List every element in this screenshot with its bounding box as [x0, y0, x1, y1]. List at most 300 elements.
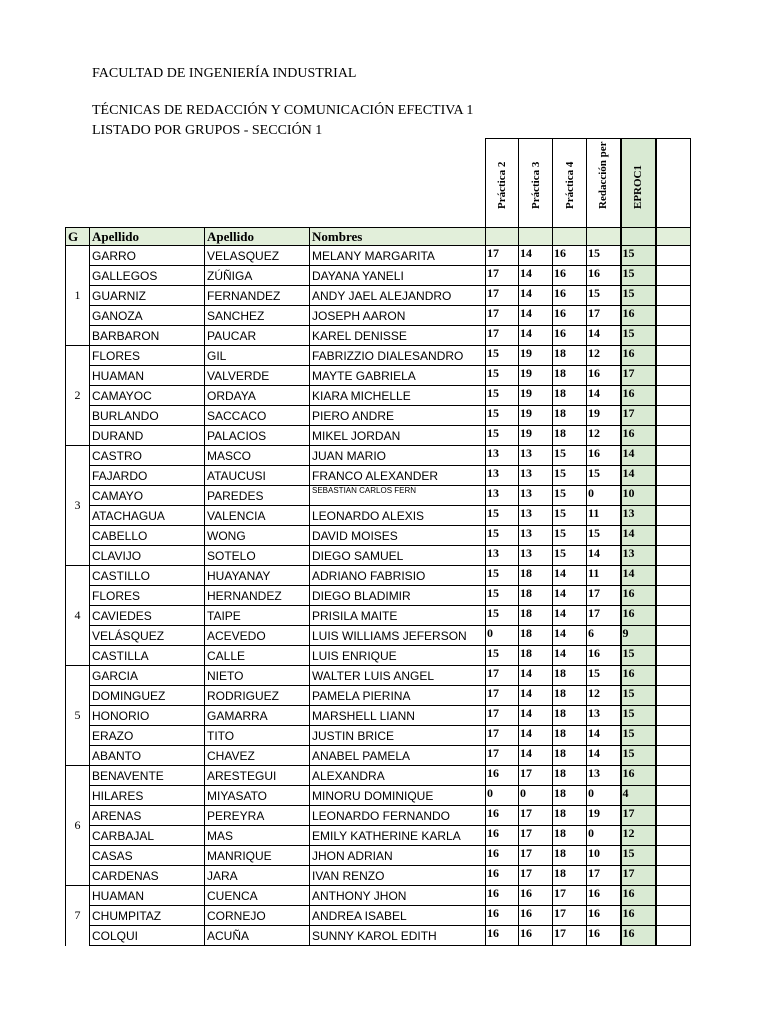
empty-cell: [656, 926, 691, 946]
redaccion-cell: 16: [587, 266, 621, 286]
practica-3-cell: 19: [519, 426, 553, 446]
empty-cell: [656, 746, 691, 766]
eproc1-cell: 16: [621, 906, 656, 926]
practica-2-cell: 17: [486, 286, 519, 306]
apellido-1-cell: BARBARON: [90, 326, 205, 346]
nombres-cell: LUIS ENRIQUE: [310, 646, 486, 666]
table-row: [66, 806, 691, 826]
practica-2-cell: 17: [486, 266, 519, 286]
redaccion-cell: 14: [587, 546, 621, 566]
empty-cell: [656, 386, 691, 406]
practica-2-cell: 15: [486, 346, 519, 366]
nombres-cell: DAVID MOISES: [310, 526, 486, 546]
header-practica-2: Práctica 2: [486, 139, 519, 228]
apellido-2-cell: HUAYANAY: [205, 566, 310, 586]
course-title: TÉCNICAS DE REDACCIÓN Y COMUNICACIÓN EFECTIVA 1: [92, 103, 474, 118]
eproc1-cell: 14: [621, 566, 656, 586]
practica-4-cell: 15: [553, 486, 587, 506]
apellido-2-cell: PAREDES: [205, 486, 310, 506]
empty-cell: [656, 346, 691, 366]
redaccion-cell: 17: [587, 586, 621, 606]
apellido-2-cell: RODRIGUEZ: [205, 686, 310, 706]
redaccion-cell: 14: [587, 386, 621, 406]
apellido-2-cell: JARA: [205, 866, 310, 886]
nombres-cell: PIERO ANDRE: [310, 406, 486, 426]
apellido-2-cell: MASCO: [205, 446, 310, 466]
header-g: G: [66, 228, 90, 246]
practica-4-cell: 18: [553, 406, 587, 426]
redaccion-cell: 12: [587, 686, 621, 706]
practica-3-cell: 14: [519, 706, 553, 726]
apellido-1-cell: CARDENAS: [90, 866, 205, 886]
nombres-cell: MAYTE GABRIELA: [310, 366, 486, 386]
practica-2-cell: 17: [486, 326, 519, 346]
nombres-cell: MARSHELL LIANN: [310, 706, 486, 726]
apellido-2-cell: ARESTEGUI: [205, 766, 310, 786]
practica-2-cell: 0: [486, 626, 519, 646]
redaccion-cell: 10: [587, 846, 621, 866]
practica-3-cell: 14: [519, 306, 553, 326]
apellido-1-cell: CASTILLO: [90, 566, 205, 586]
table-row: [66, 886, 691, 906]
empty-cell: [656, 286, 691, 306]
practica-3-cell: 14: [519, 286, 553, 306]
rotated-header-row: [66, 139, 691, 228]
practica-3-cell: 17: [519, 766, 553, 786]
empty-cell: [656, 246, 691, 266]
practica-3-cell: 13: [519, 506, 553, 526]
group-number: 2: [66, 346, 90, 446]
practica-3-cell: 18: [519, 606, 553, 626]
group-number: 6: [66, 766, 90, 886]
apellido-1-cell: FLORES: [90, 346, 205, 366]
apellido-1-cell: HONORIO: [90, 706, 205, 726]
practica-3-cell: 14: [519, 246, 553, 266]
empty-cell: [656, 886, 691, 906]
header-nombres: Nombres: [310, 228, 486, 246]
redaccion-cell: 15: [587, 286, 621, 306]
redaccion-cell: 11: [587, 566, 621, 586]
eproc1-cell: 13: [621, 506, 656, 526]
eproc1-cell: 17: [621, 366, 656, 386]
apellido-2-cell: ATAUCUSI: [205, 466, 310, 486]
table-row: [66, 586, 691, 606]
nombres-cell: FRANCO ALEXANDER: [310, 466, 486, 486]
practica-4-cell: 17: [553, 906, 587, 926]
practica-3-cell: 14: [519, 686, 553, 706]
practica-3-cell: 19: [519, 386, 553, 406]
apellido-2-cell: VALENCIA: [205, 506, 310, 526]
header-apellido-2: Apellido: [205, 228, 310, 246]
empty-cell: [656, 426, 691, 446]
apellido-1-cell: DOMINGUEZ: [90, 686, 205, 706]
empty-cell: [656, 706, 691, 726]
nombres-cell: SUNNY KAROL EDITH: [310, 926, 486, 946]
practica-4-cell: 16: [553, 246, 587, 266]
eproc1-cell: 15: [621, 286, 656, 306]
table-row: [66, 466, 691, 486]
practica-4-cell: 15: [553, 506, 587, 526]
practica-2-cell: 15: [486, 506, 519, 526]
redaccion-cell: 11: [587, 506, 621, 526]
practica-3-cell: 16: [519, 886, 553, 906]
practica-4-cell: 16: [553, 326, 587, 346]
practica-3-cell: 19: [519, 366, 553, 386]
apellido-1-cell: ARENAS: [90, 806, 205, 826]
practica-2-cell: 16: [486, 846, 519, 866]
apellido-1-cell: GARCIA: [90, 666, 205, 686]
apellido-2-cell: ORDAYA: [205, 386, 310, 406]
nombres-cell: MIKEL JORDAN: [310, 426, 486, 446]
practica-2-cell: 13: [486, 446, 519, 466]
practica-4-cell: 18: [553, 866, 587, 886]
eproc1-cell: 16: [621, 926, 656, 946]
eproc1-cell: 17: [621, 406, 656, 426]
eproc1-cell: 16: [621, 886, 656, 906]
table-row: [66, 486, 691, 506]
nombres-cell: JOSEPH AARON: [310, 306, 486, 326]
nombres-cell: DIEGO SAMUEL: [310, 546, 486, 566]
empty-cell: [656, 806, 691, 826]
table-row: [66, 826, 691, 846]
empty-cell: [656, 586, 691, 606]
eproc1-cell: 16: [621, 346, 656, 366]
practica-3-cell: 18: [519, 646, 553, 666]
empty-cell: [656, 506, 691, 526]
practica-2-cell: 16: [486, 826, 519, 846]
practica-2-cell: 16: [486, 886, 519, 906]
practica-3-cell: 13: [519, 546, 553, 566]
redaccion-cell: 19: [587, 806, 621, 826]
practica-3-cell: 17: [519, 846, 553, 866]
redaccion-cell: 14: [587, 746, 621, 766]
table-row: [66, 326, 691, 346]
apellido-2-cell: MANRIQUE: [205, 846, 310, 866]
redaccion-cell: 19: [587, 406, 621, 426]
apellido-2-cell: ZÚÑIGA: [205, 266, 310, 286]
group-number: 7: [66, 886, 90, 946]
empty-cell: [656, 766, 691, 786]
practica-2-cell: 17: [486, 726, 519, 746]
practica-2-cell: 17: [486, 246, 519, 266]
practica-4-cell: 18: [553, 666, 587, 686]
empty-cell: [656, 786, 691, 806]
practica-4-cell: 18: [553, 386, 587, 406]
practica-4-cell: 16: [553, 266, 587, 286]
apellido-1-cell: CAMAYOC: [90, 386, 205, 406]
empty-cell: [656, 466, 691, 486]
eproc1-cell: 15: [621, 726, 656, 746]
nombres-cell: MINORU DOMINIQUE: [310, 786, 486, 806]
practica-4-cell: 15: [553, 446, 587, 466]
column-header-row: [66, 228, 691, 246]
eproc1-cell: 13: [621, 546, 656, 566]
apellido-2-cell: ACEVEDO: [205, 626, 310, 646]
apellido-1-cell: CAMAYO: [90, 486, 205, 506]
apellido-1-cell: ABANTO: [90, 746, 205, 766]
practica-3-cell: 0: [519, 786, 553, 806]
practica-3-cell: 14: [519, 266, 553, 286]
apellido-1-cell: ERAZO: [90, 726, 205, 746]
nombres-cell: DAYANA YANELI: [310, 266, 486, 286]
table-row: [66, 386, 691, 406]
nombres-cell: EMILY KATHERINE KARLA: [310, 826, 486, 846]
practica-4-cell: 14: [553, 566, 587, 586]
eproc1-cell: 16: [621, 306, 656, 326]
header-apellido-1: Apellido: [90, 228, 205, 246]
practica-4-cell: 18: [553, 746, 587, 766]
nombres-cell: ANDREA ISABEL: [310, 906, 486, 926]
practica-3-cell: 19: [519, 346, 553, 366]
apellido-2-cell: CUENCA: [205, 886, 310, 906]
practica-2-cell: 16: [486, 766, 519, 786]
redaccion-cell: 0: [587, 786, 621, 806]
table-row: [66, 566, 691, 586]
apellido-2-cell: ACUÑA: [205, 926, 310, 946]
practica-4-cell: 17: [553, 886, 587, 906]
practica-3-cell: 18: [519, 626, 553, 646]
redaccion-cell: 16: [587, 926, 621, 946]
apellido-2-cell: TAIPE: [205, 606, 310, 626]
table-row: [66, 926, 691, 946]
practica-4-cell: 18: [553, 726, 587, 746]
table-row: [66, 706, 691, 726]
apellido-2-cell: VELASQUEZ: [205, 246, 310, 266]
nombres-cell: LUIS WILLIAMS JEFERSON: [310, 626, 486, 646]
table-row: [66, 866, 691, 886]
eproc1-cell: 9: [621, 626, 656, 646]
nombres-cell: ADRIANO FABRISIO: [310, 566, 486, 586]
practica-2-cell: 15: [486, 366, 519, 386]
apellido-2-cell: PALACIOS: [205, 426, 310, 446]
practica-4-cell: 17: [553, 926, 587, 946]
practica-3-cell: 13: [519, 446, 553, 466]
practica-2-cell: 16: [486, 806, 519, 826]
table-row: [66, 406, 691, 426]
apellido-1-cell: DURAND: [90, 426, 205, 446]
redaccion-cell: 15: [587, 666, 621, 686]
table-row: [66, 846, 691, 866]
header-eproc1: EPROC1: [621, 139, 656, 228]
practica-2-cell: 15: [486, 646, 519, 666]
table-row: [66, 306, 691, 326]
eproc1-cell: 15: [621, 846, 656, 866]
apellido-2-cell: CHAVEZ: [205, 746, 310, 766]
practica-4-cell: 15: [553, 546, 587, 566]
groups-table: [65, 138, 691, 946]
practica-4-cell: 14: [553, 626, 587, 646]
nombres-cell: LEONARDO ALEXIS: [310, 506, 486, 526]
empty-cell: [656, 906, 691, 926]
table-row: [66, 266, 691, 286]
practica-4-cell: 14: [553, 586, 587, 606]
apellido-2-cell: GIL: [205, 346, 310, 366]
nombres-cell: LEONARDO FERNANDO: [310, 806, 486, 826]
apellido-2-cell: CORNEJO: [205, 906, 310, 926]
practica-2-cell: 13: [486, 546, 519, 566]
apellido-2-cell: MAS: [205, 826, 310, 846]
practica-2-cell: 15: [486, 566, 519, 586]
nombres-cell: SEBASTIAN CARLOS FERN: [310, 486, 486, 506]
nombres-cell: ANTHONY JHON: [310, 886, 486, 906]
eproc1-cell: 12: [621, 826, 656, 846]
table-row: [66, 626, 691, 646]
apellido-1-cell: CAVIEDES: [90, 606, 205, 626]
practica-2-cell: 15: [486, 386, 519, 406]
table-row: [66, 606, 691, 626]
eproc1-cell: 16: [621, 606, 656, 626]
nombres-cell: JHON ADRIAN: [310, 846, 486, 866]
table-row: [66, 346, 691, 366]
table-row: [66, 666, 691, 686]
table-row: [66, 766, 691, 786]
apellido-1-cell: FLORES: [90, 586, 205, 606]
eproc1-cell: 15: [621, 686, 656, 706]
apellido-2-cell: SACCACO: [205, 406, 310, 426]
practica-3-cell: 17: [519, 826, 553, 846]
nombres-cell: KAREL DENISSE: [310, 326, 486, 346]
eproc1-cell: 15: [621, 706, 656, 726]
practica-4-cell: 16: [553, 306, 587, 326]
apellido-1-cell: CASAS: [90, 846, 205, 866]
practica-2-cell: 15: [486, 586, 519, 606]
empty-cell: [656, 606, 691, 626]
eproc1-cell: 14: [621, 446, 656, 466]
practica-3-cell: 18: [519, 586, 553, 606]
group-number: 4: [66, 566, 90, 666]
empty-cell: [656, 666, 691, 686]
redaccion-cell: 17: [587, 606, 621, 626]
apellido-2-cell: WONG: [205, 526, 310, 546]
practica-2-cell: 13: [486, 466, 519, 486]
practica-3-cell: 14: [519, 746, 553, 766]
apellido-1-cell: BURLANDO: [90, 406, 205, 426]
practica-4-cell: 18: [553, 826, 587, 846]
empty-cell: [656, 446, 691, 466]
table-row: [66, 526, 691, 546]
practica-2-cell: 16: [486, 906, 519, 926]
redaccion-cell: 15: [587, 246, 621, 266]
eproc1-cell: 15: [621, 246, 656, 266]
apellido-1-cell: HUAMAN: [90, 366, 205, 386]
apellido-1-cell: GANOZA: [90, 306, 205, 326]
list-title: LISTADO POR GRUPOS - SECCIÓN 1: [92, 123, 323, 138]
empty-cell: [656, 366, 691, 386]
nombres-cell: ALEXANDRA: [310, 766, 486, 786]
redaccion-cell: 16: [587, 366, 621, 386]
practica-2-cell: 15: [486, 606, 519, 626]
practica-2-cell: 17: [486, 746, 519, 766]
redaccion-cell: 12: [587, 346, 621, 366]
redaccion-cell: 16: [587, 446, 621, 466]
apellido-1-cell: CLAVIJO: [90, 546, 205, 566]
table-row: [66, 506, 691, 526]
table-row: [66, 246, 691, 266]
apellido-1-cell: CASTRO: [90, 446, 205, 466]
table-row: [66, 366, 691, 386]
eproc1-cell: 16: [621, 426, 656, 446]
apellido-1-cell: ATACHAGUA: [90, 506, 205, 526]
practica-3-cell: 13: [519, 526, 553, 546]
practica-4-cell: 15: [553, 466, 587, 486]
redaccion-cell: 16: [587, 906, 621, 926]
empty-cell: [656, 566, 691, 586]
empty-cell: [656, 406, 691, 426]
redaccion-cell: 12: [587, 426, 621, 446]
practica-4-cell: 18: [553, 366, 587, 386]
eproc1-cell: 16: [621, 666, 656, 686]
practica-2-cell: 16: [486, 866, 519, 886]
empty-cell: [656, 326, 691, 346]
practica-2-cell: 0: [486, 786, 519, 806]
practica-3-cell: 17: [519, 866, 553, 886]
practica-3-cell: 16: [519, 926, 553, 946]
table-row: [66, 726, 691, 746]
redaccion-cell: 6: [587, 626, 621, 646]
practica-4-cell: 18: [553, 786, 587, 806]
eproc1-cell: 14: [621, 526, 656, 546]
eproc1-cell: 4: [621, 786, 656, 806]
practica-3-cell: 17: [519, 806, 553, 826]
eproc1-cell: 16: [621, 386, 656, 406]
nombres-cell: PRISILA MAITE: [310, 606, 486, 626]
empty-cell: [656, 626, 691, 646]
eproc1-cell: 16: [621, 766, 656, 786]
apellido-1-cell: CHUMPITAZ: [90, 906, 205, 926]
redaccion-cell: 0: [587, 486, 621, 506]
redaccion-cell: 15: [587, 466, 621, 486]
table-row: [66, 286, 691, 306]
apellido-1-cell: GARRO: [90, 246, 205, 266]
eproc1-cell: 15: [621, 646, 656, 666]
practica-4-cell: 15: [553, 526, 587, 546]
apellido-1-cell: GUARNIZ: [90, 286, 205, 306]
practica-4-cell: 18: [553, 426, 587, 446]
apellido-2-cell: VALVERDE: [205, 366, 310, 386]
group-number: 5: [66, 666, 90, 766]
empty-cell: [656, 726, 691, 746]
apellido-2-cell: NIETO: [205, 666, 310, 686]
empty-cell: [656, 526, 691, 546]
empty-cell: [656, 846, 691, 866]
table-row: [66, 906, 691, 926]
eproc1-cell: 16: [621, 586, 656, 606]
practica-4-cell: 18: [553, 686, 587, 706]
practica-3-cell: 16: [519, 906, 553, 926]
practica-3-cell: 13: [519, 466, 553, 486]
redaccion-cell: 16: [587, 886, 621, 906]
table-row: [66, 446, 691, 466]
nombres-cell: JUSTIN BRICE: [310, 726, 486, 746]
header-empty: [656, 139, 691, 228]
apellido-2-cell: TITO: [205, 726, 310, 746]
nombres-cell: IVAN RENZO: [310, 866, 486, 886]
nombres-cell: PAMELA PIERINA: [310, 686, 486, 706]
apellido-1-cell: CABELLO: [90, 526, 205, 546]
eproc1-cell: 17: [621, 806, 656, 826]
group-number: 1: [66, 246, 90, 346]
redaccion-cell: 17: [587, 306, 621, 326]
apellido-2-cell: MIYASATO: [205, 786, 310, 806]
empty-cell: [656, 686, 691, 706]
eproc1-cell: 10: [621, 486, 656, 506]
table-row: [66, 546, 691, 566]
eproc1-cell: 15: [621, 746, 656, 766]
apellido-1-cell: BENAVENTE: [90, 766, 205, 786]
practica-2-cell: 17: [486, 666, 519, 686]
redaccion-cell: 17: [587, 866, 621, 886]
practica-2-cell: 15: [486, 406, 519, 426]
